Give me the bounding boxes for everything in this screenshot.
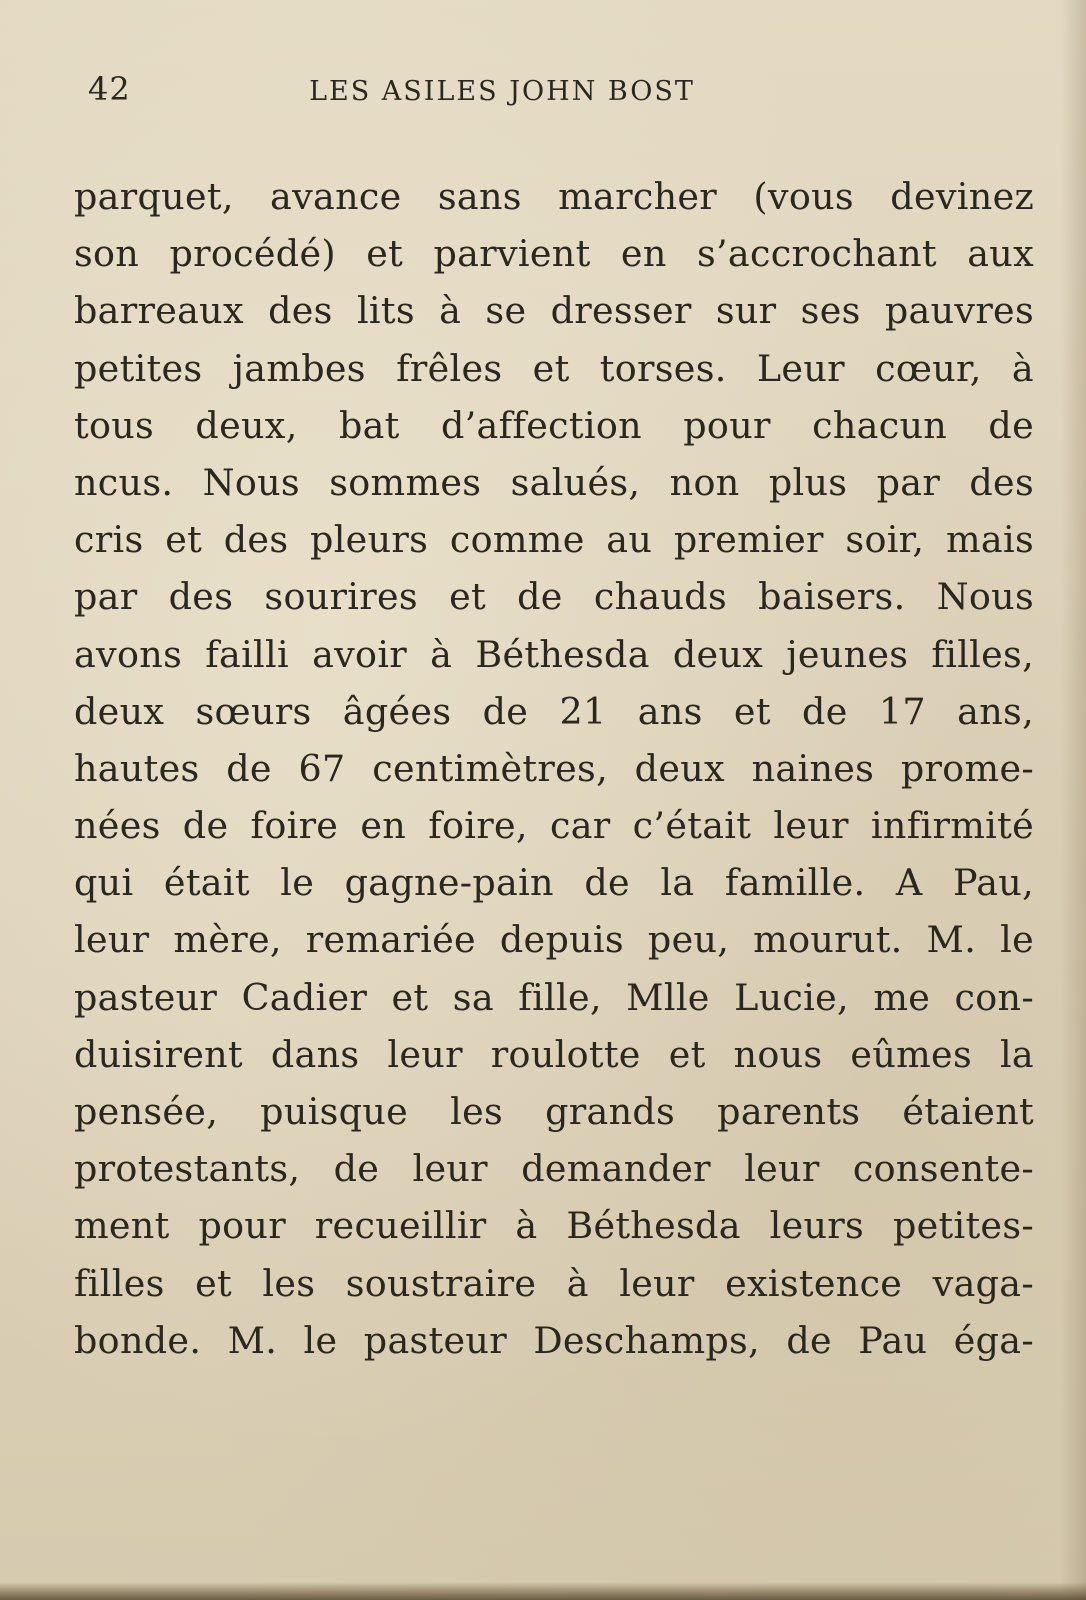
text-line: avons failli avoir à Béthesda deux jeunes filles, <box>74 632 1034 676</box>
running-head <box>82 70 1022 114</box>
text-line: cris et des pleurs comme au premier soir, mais <box>74 518 1034 562</box>
text-line: son procédé) et parvient en s’accrochant aux <box>74 232 1034 276</box>
text-line: duisirent dans leur roulotte et nous eûmes la <box>74 1032 1034 1076</box>
page-number: 42 <box>88 70 131 108</box>
text-line: ment pour recueillir à Béthesda leurs petites- <box>74 1204 1034 1248</box>
text-line: hautes de 67 centimètres, deux naines prome- <box>74 746 1034 790</box>
text-line: protestants, de leur demander leur consente- <box>74 1147 1034 1191</box>
text-line: barreaux des lits à se dresser sur ses pauvres <box>74 289 1034 333</box>
text-line: filles et les soustraire à leur existence vaga- <box>74 1261 1034 1305</box>
page-bottom-edge <box>0 1582 1086 1600</box>
text-line: tous deux, bat d’affection pour chacun de <box>74 403 1034 447</box>
body-text <box>74 168 1034 1369</box>
text-line: parquet, avance sans marcher (vous devinez <box>74 175 1034 218</box>
text-line: petites jambes frêles et torses. Leur cœur, à <box>74 346 1034 390</box>
text-line: nées de foire en foire, car c’était leur infirmité <box>74 804 1034 848</box>
text-line: qui était le gagne-pain de la famille. A Pau, <box>74 861 1034 905</box>
text-line: bonde. M. le pasteur Deschamps, de Pau éga- <box>74 1318 1034 1362</box>
running-title: LES ASILES JOHN BOST <box>309 76 695 107</box>
text-line: deux sœurs âgées de 21 ans et de 17 ans, <box>74 689 1034 733</box>
text-line: leur mère, remariée depuis peu, mourut. M. le <box>74 918 1034 962</box>
text-line: par des sourires et de chauds baisers. Nous <box>74 575 1034 619</box>
text-line: pensée, puisque les grands parents étaient <box>74 1090 1034 1133</box>
text-line: pasteur Cadier et sa fille, Mlle Lucie, me con- <box>74 975 1034 1019</box>
text-line: ncus. Nous sommes salués, non plus par des <box>74 460 1034 504</box>
page-gutter-shadow <box>1060 0 1086 1600</box>
